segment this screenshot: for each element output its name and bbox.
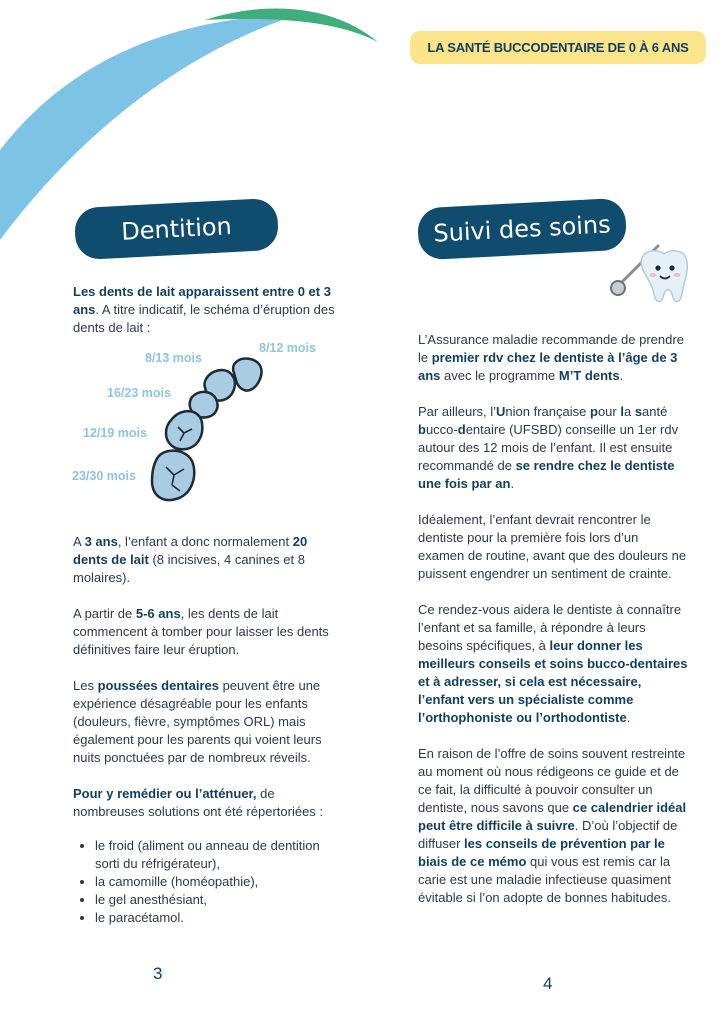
label-23-30: 23/30 mois <box>72 469 136 483</box>
intro-text: . A titre indicatif, le schéma d’éruption des dents de lait : <box>73 302 335 335</box>
section-title-dentition: Dentition <box>74 198 279 261</box>
intro-bold: Les dents de lait apparaissent entre 0 et 3 ans <box>73 284 331 317</box>
label-12-19: 12/19 mois <box>83 426 147 440</box>
paragraph-offre-soins: En raison de l’offre de soins souvent restreinte au moment où nous rédigeons ce guide et de ce fait, la difficulté à pouvoir consulter un dentiste, nous savons que ce calendrier idéal peut être difficile à suivre. D’où l’objectif de diffuser les conseils de prévention par le biais de ce mémo qui vous est remis car la carie est une maladie infectieuse quasiment évitable si l’on adopte de bonnes habitudes. <box>418 746 687 905</box>
paragraph-3-ans: A 3 ans, l’enfant a donc normalement 20 dents de lait (8 incisives, 4 canines et 8 molaires). <box>73 534 308 585</box>
list-item: • le paracétamol. <box>95 909 345 927</box>
tooth-incisor-central <box>233 359 261 391</box>
paragraph-rendez-vous: Ce rendez-vous aidera le dentiste à connaître l’enfant et sa famille, à répondre à leurs besoins spécifiques, à leur donner les meilleurs conseils et soins bucco-dentaires et à adresser, si cela est nécessaire, l’enfant vers un spécialiste comme l’orthophoniste ou l’orthodontiste. <box>418 602 688 725</box>
paragraph-5-6-ans: A partir de 5-6 ans, les dents de lait commencent à tomber pour laisser les dents définitives faire leur éruption. <box>73 606 329 657</box>
label-8-12: 8/12 mois <box>259 341 316 355</box>
tooth-molar-first <box>166 411 202 449</box>
left-body <box>73 533 345 927</box>
section-title-suivi: Suivi des soins <box>417 198 627 261</box>
page-number-left: 3 <box>153 964 163 983</box>
paragraph-assurance-maladie: L’Assurance maladie recommande de prendre le premier rdv chez le dentiste à l’âge de 3 ans avec le programme M’T dents. <box>418 332 684 383</box>
tooth-mascot-icon <box>606 238 690 308</box>
paragraph-ufsbd: Par ailleurs, l’Union française pour la santé bucco-dentaire (UFSBD) conseille un 1er rdv autour des 12 mois de l’enfant. Il est ensuite recommandé de se rendre chez le dentiste une fois par an. <box>418 404 679 491</box>
paragraph-ideal: Idéalement, l’enfant devrait rencontrer le dentiste pour la première fois lors d’un examen de routine, avant que des douleurs ne puissent engendrer un sentiment de crainte. <box>418 512 687 581</box>
paragraph-poussees: Les poussées dentaires peuvent être une expérience désagréable pour les enfants (douleurs, fièvre, symptômes ORL) mais également pour les parents qui voient leurs nuits ponctuées par de nombreux réveils. <box>73 678 322 765</box>
tooth-eruption-diagram <box>62 335 352 515</box>
header-tag: LA SANTÉ BUCCODENTAIRE DE 0 À 6 ANS <box>410 31 706 64</box>
list-item: • le gel anesthésiant, <box>95 891 345 909</box>
label-8-13: 8/13 mois <box>145 351 202 365</box>
left-intro <box>73 283 345 337</box>
teeth <box>152 359 262 500</box>
page-number-right: 4 <box>543 974 553 993</box>
right-body <box>418 331 688 907</box>
paragraph-remedes: Pour y remédier ou l’atténuer, de nombreuses solutions ont été répertoriées : <box>73 786 324 819</box>
list-item: • le froid (aliment ou anneau de dentition sorti du réfrigérateur), <box>95 837 345 873</box>
list-item: • la camomille (homéopathie), <box>95 873 345 891</box>
remedies-list <box>73 837 345 927</box>
label-16-23: 16/23 mois <box>107 386 171 400</box>
